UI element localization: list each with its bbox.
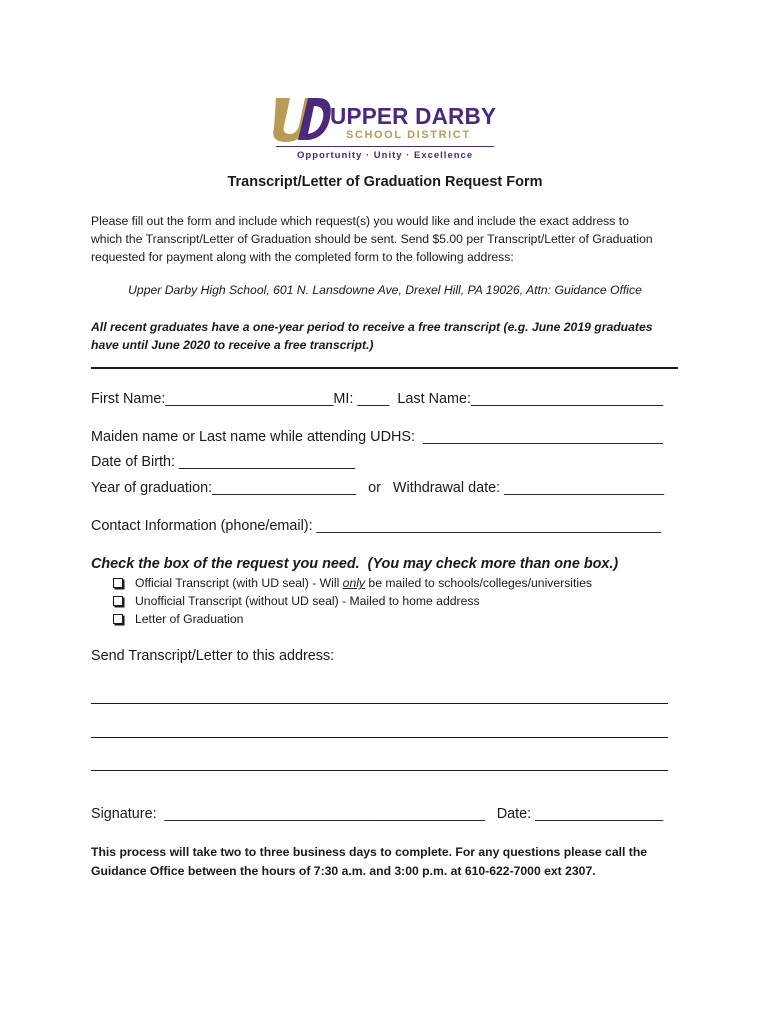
form-title: Transcript/Letter of Graduation Request Form: [227, 174, 543, 190]
checkbox-icon[interactable]: [113, 578, 123, 588]
maiden-name-field[interactable]: Maiden name or Last name while attending UDHS: ______________________________: [91, 429, 664, 445]
footer-line: Guidance Office between the hours of 7:30 a.m. and 3:00 p.m. at 610-622-7000 ext 2307.: [91, 864, 596, 878]
graduation-withdrawal-fields[interactable]: Year of graduation:__________________ or Withdrawal date: ____________________: [91, 480, 665, 496]
signature-date-fields[interactable]: Signature: ________________________________________ Date: ________________: [91, 806, 664, 822]
notice-line: have until June 2020 to receive a free transcript.): [91, 338, 374, 352]
address-line-1[interactable]: [91, 703, 668, 704]
address-line-2[interactable]: [91, 737, 668, 738]
processing-note: [91, 843, 691, 881]
logo-district-subname: SCHOOL DISTRICT: [346, 129, 471, 141]
footer-line: This process will take two to three business days to complete. For any questions please call the: [91, 845, 648, 859]
intro-line: Please fill out the form and include which request(s) you would like and include the exact address to: [91, 214, 629, 228]
option-label: Letter of Graduation: [135, 612, 244, 626]
option-letter-of-graduation[interactable]: [113, 612, 243, 626]
intro-paragraph: [91, 212, 691, 266]
date-of-birth-field[interactable]: Date of Birth: ______________________: [91, 454, 356, 470]
name-fields[interactable]: First Name:_____________________MI: ____ Last Name:________________________: [91, 391, 664, 407]
option-label: Official Transcript (with UD seal) - Will: [135, 576, 343, 590]
intro-line: which the Transcript/Letter of Graduation should be sent. Send $5.00 per Transcript/Letter of Graduation: [91, 232, 653, 246]
notice-line: All recent graduates have a one-year period to receive a free transcript (e.g. June 2019 graduates: [91, 320, 653, 334]
logo-district-name: UPPER DARBY: [330, 103, 497, 129]
option-official-transcript[interactable]: [113, 576, 592, 590]
option-unofficial-transcript[interactable]: [113, 594, 480, 608]
address-line-3[interactable]: [91, 770, 668, 771]
logo-divider: [276, 146, 494, 147]
district-logo: [272, 96, 498, 164]
ud-monogram-icon: [272, 96, 332, 144]
mailing-address: Upper Darby High School, 601 N. Lansdowne Ave, Drexel Hill, PA 19026, Attn: Guidance Office: [128, 283, 642, 297]
option-label: Unofficial Transcript (without UD seal) - Mailed to home address: [135, 594, 480, 608]
logo-tagline: Opportunity · Unity · Excellence: [297, 150, 474, 161]
send-address-label: Send Transcript/Letter to this address:: [91, 648, 335, 664]
checkbox-icon[interactable]: [113, 596, 123, 606]
section-divider: [91, 367, 678, 369]
option-emphasis: only: [342, 576, 366, 590]
option-label: be mailed to schools/colleges/universities: [365, 576, 592, 590]
contact-info-field[interactable]: Contact Information (phone/email): ___________________________________________: [91, 518, 661, 534]
checkbox-icon[interactable]: [113, 614, 123, 624]
request-heading: Check the box of the request you need. (You may check more than one box.): [91, 556, 619, 572]
free-transcript-notice: [91, 318, 691, 354]
intro-line: requested for payment along with the completed form to the following address:: [91, 250, 514, 264]
